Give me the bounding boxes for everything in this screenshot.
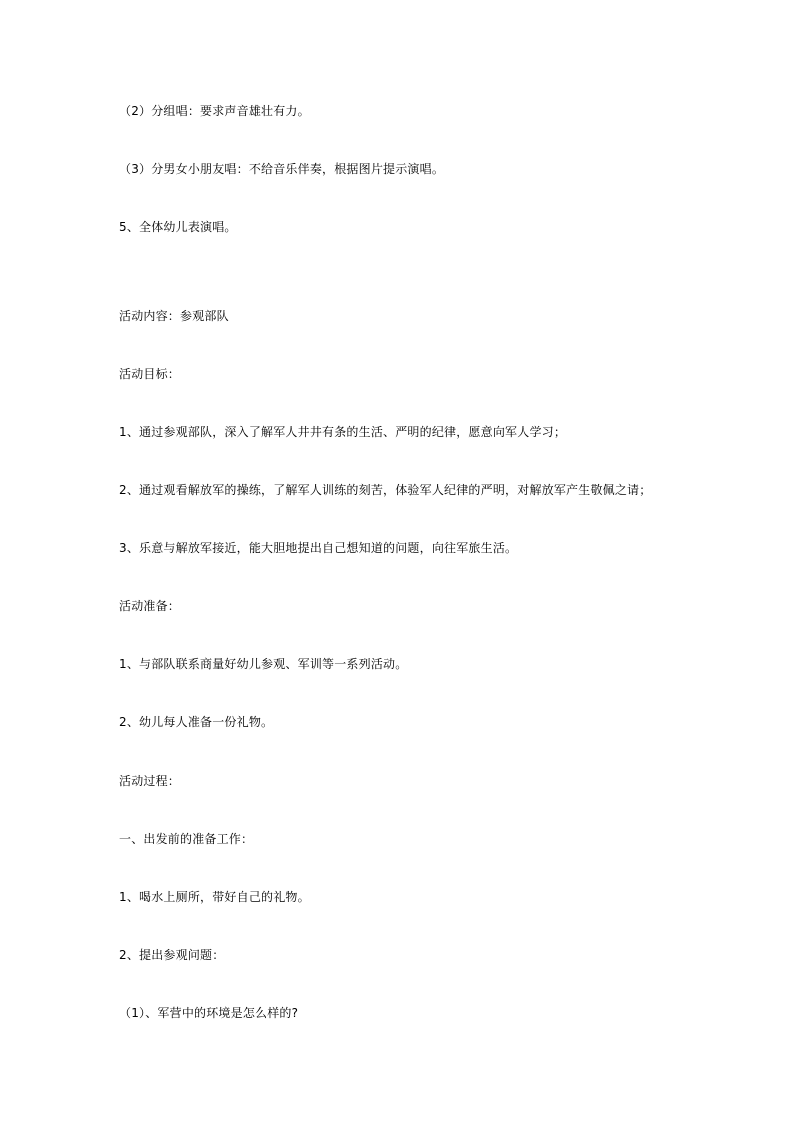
text-line: 1、喝水上厕所，带好自己的礼物。 bbox=[119, 890, 310, 904]
text-line: 1、通过参观部队，深入了解军人井井有条的生活、严明的纪律，愿意向军人学习； bbox=[119, 425, 567, 439]
text-line: 一、出发前的准备工作： bbox=[119, 832, 254, 846]
text-line: （3）分男女小朋友唱：不给音乐伴奏，根据图片提示演唱。 bbox=[119, 162, 445, 176]
text-line: 1、与部队联系商量好幼儿参观、军训等一系列活动。 bbox=[119, 657, 408, 671]
text-line: 2、提出参观问题： bbox=[119, 948, 225, 962]
text-line: 5、全体幼儿表演唱。 bbox=[119, 220, 237, 234]
section-heading: 活动准备： bbox=[119, 599, 181, 613]
section-heading: 活动目标： bbox=[119, 367, 181, 381]
section-heading: 活动内容：参观部队 bbox=[119, 309, 229, 323]
text-line: （2）分组唱：要求声音雄壮有力。 bbox=[119, 104, 310, 118]
text-line: 2、通过观看解放军的操练，了解军人训练的刻苦，体验军人纪律的严明，对解放军产生敬佩之请； bbox=[119, 483, 652, 497]
text-line: 3、乐意与解放军接近，能大胆地提出自己想知道的问题，向往军旅生活。 bbox=[119, 541, 518, 555]
text-line: （1）、军营中的环境是怎么样的? bbox=[119, 1006, 299, 1020]
section-heading: 活动过程： bbox=[119, 774, 181, 788]
text-line: 2、幼儿每人准备一份礼物。 bbox=[119, 715, 274, 729]
